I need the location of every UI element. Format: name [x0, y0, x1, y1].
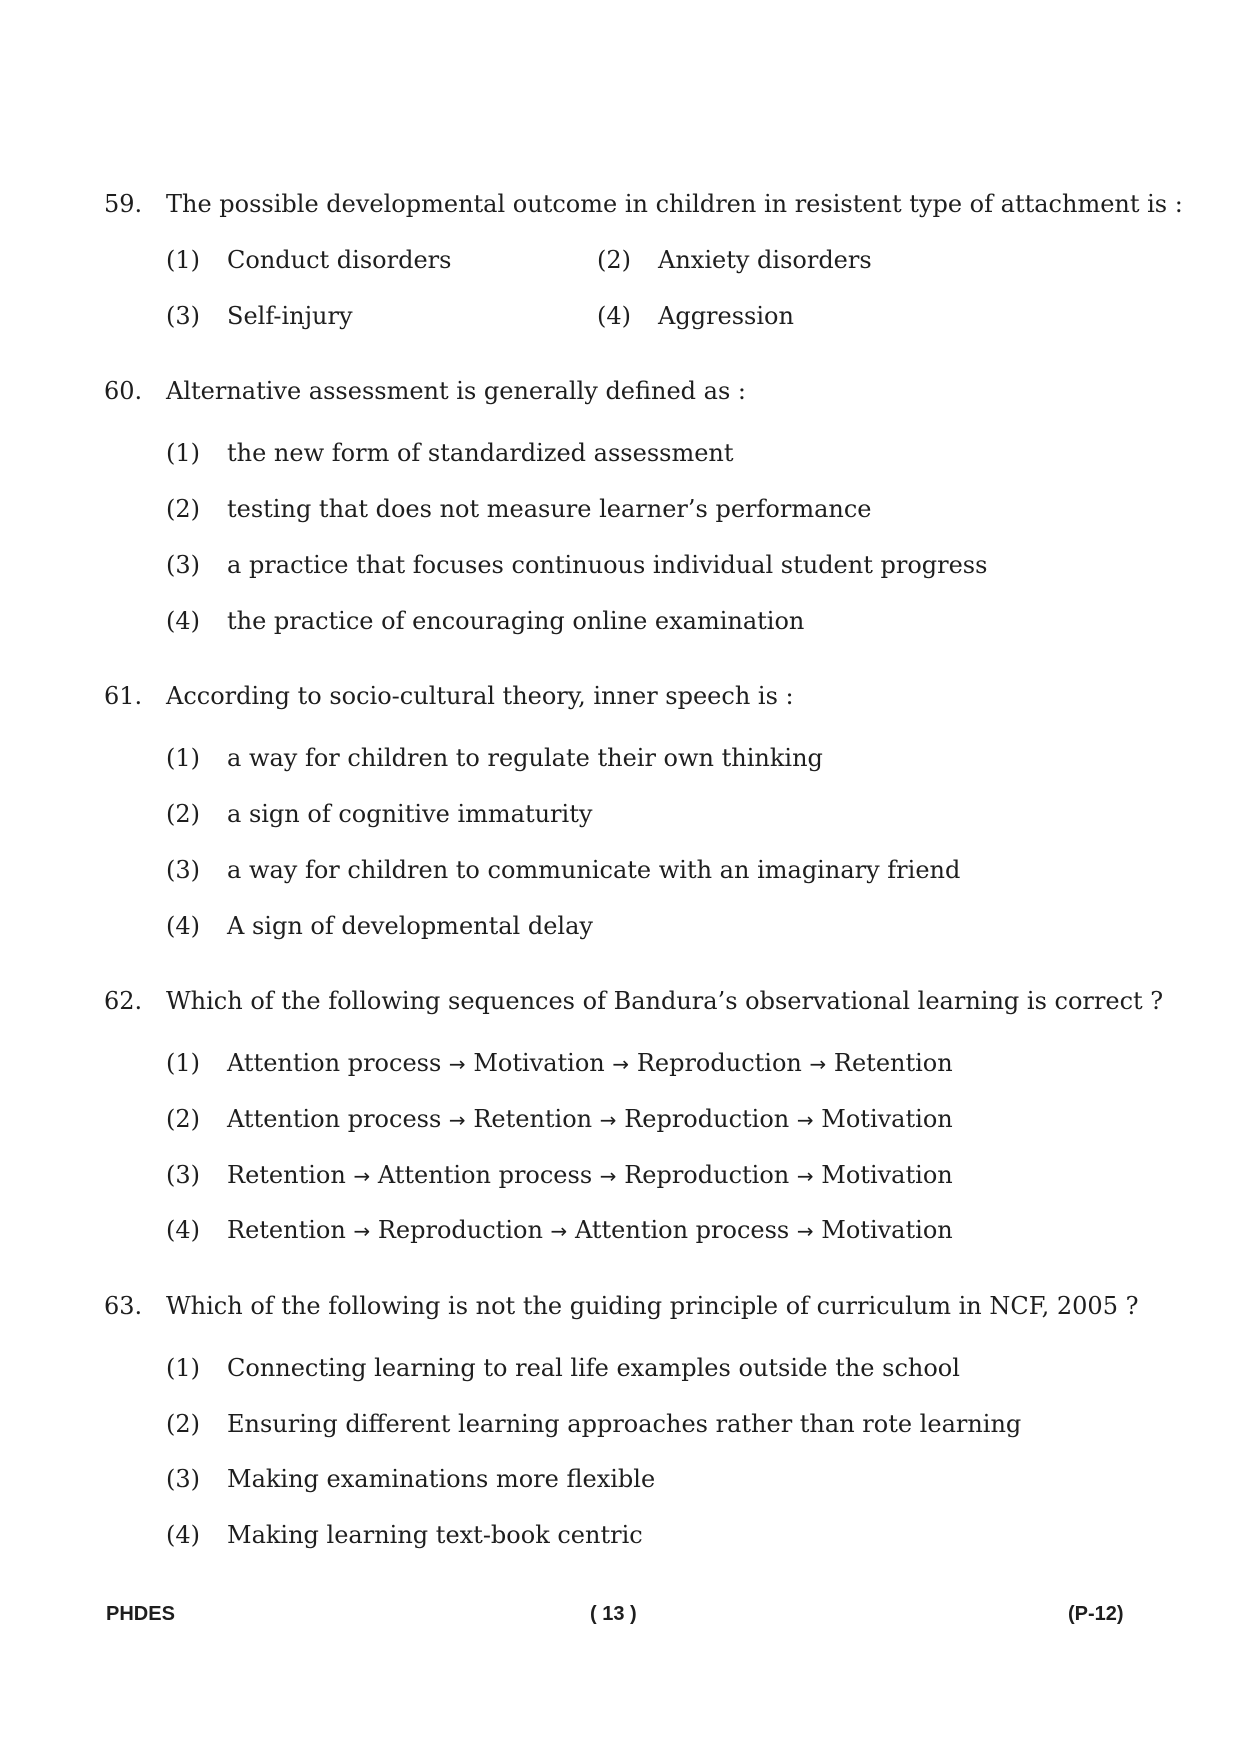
sequence-step: Retention — [227, 1216, 346, 1244]
question-text: According to socio-cultural theory, inner speech is : — [166, 682, 794, 710]
sequence-step: Motivation — [821, 1216, 953, 1244]
right-arrow-icon: → — [809, 1052, 827, 1076]
option-number: (1) — [166, 1049, 200, 1077]
option-number: (1) — [166, 439, 200, 467]
sequence-step: Attention process — [377, 1161, 593, 1189]
option-text: the practice of encouraging online examination — [227, 607, 805, 635]
option-number: (2) — [597, 246, 631, 274]
option-number: (4) — [597, 302, 631, 330]
sequence-step: Retention — [473, 1105, 593, 1133]
question-number: 63. — [104, 1292, 143, 1320]
option-text — [227, 1213, 953, 1248]
option-text: Aggression — [658, 302, 794, 330]
sequence-step: Attention process — [574, 1216, 790, 1244]
sequence-step: Retention — [227, 1161, 346, 1189]
sequence-step: Motivation — [821, 1161, 953, 1189]
option-text: a way for children to communicate with an imaginary friend — [227, 856, 961, 884]
paper-code: (P-12) — [1068, 1603, 1124, 1625]
right-arrow-icon: → — [448, 1108, 466, 1132]
option-number: (3) — [166, 856, 200, 884]
option-number: (1) — [166, 246, 200, 274]
sequence-step: Motivation — [473, 1049, 605, 1077]
option-text — [227, 1102, 953, 1137]
option-text — [227, 1046, 953, 1081]
option-number: (2) — [166, 800, 200, 828]
option-text: a practice that focuses continuous individual student progress — [227, 551, 988, 579]
right-arrow-icon: → — [796, 1108, 814, 1132]
sequence-step: Reproduction — [377, 1216, 543, 1244]
option-number: (2) — [166, 495, 200, 523]
question-number: 59. — [104, 190, 143, 218]
option-number: (1) — [166, 744, 200, 772]
right-arrow-icon: → — [796, 1219, 814, 1243]
option-text: Ensuring different learning approaches rather than rote learning — [227, 1410, 1022, 1438]
option-number: (3) — [166, 1465, 200, 1493]
option-text — [227, 1158, 953, 1193]
option-text: the new form of standardized assessment — [227, 439, 734, 467]
option-text: Anxiety disorders — [658, 246, 872, 274]
question-number: 61. — [104, 682, 143, 710]
right-arrow-icon: → — [599, 1108, 617, 1132]
right-arrow-icon: → — [448, 1052, 466, 1076]
option-text: a sign of cognitive immaturity — [227, 800, 593, 828]
option-text: Making learning text-book centric — [227, 1521, 643, 1549]
option-number: (3) — [166, 1161, 200, 1189]
sequence-step: Attention process — [227, 1105, 442, 1133]
sequence-step: Reproduction — [624, 1105, 790, 1133]
question-text: The possible developmental outcome in children in resistent type of attachment is : — [166, 190, 1183, 218]
sequence-step: Reproduction — [636, 1049, 802, 1077]
footer-code: PHDES — [106, 1603, 175, 1625]
question-text: Which of the following sequences of Bandura’s observational learning is correct ? — [166, 987, 1164, 1015]
right-arrow-icon: → — [353, 1219, 371, 1243]
question-text: Which of the following is not the guiding principle of curriculum in NCF, 2005 ? — [166, 1292, 1139, 1320]
option-number: (1) — [166, 1354, 200, 1382]
option-text: Connecting learning to real life examples outside the school — [227, 1354, 960, 1382]
sequence-step: Motivation — [821, 1105, 953, 1133]
right-arrow-icon: → — [599, 1164, 617, 1188]
option-text: testing that does not measure learner’s performance — [227, 495, 872, 523]
option-text: Self-injury — [227, 302, 353, 330]
right-arrow-icon: → — [796, 1164, 814, 1188]
question-number: 62. — [104, 987, 143, 1015]
page-number: ( 13 ) — [590, 1603, 637, 1625]
option-text: Making examinations more flexible — [227, 1465, 656, 1493]
right-arrow-icon: → — [353, 1164, 371, 1188]
question-number: 60. — [104, 377, 143, 405]
option-number: (4) — [166, 912, 200, 940]
option-number: (4) — [166, 607, 200, 635]
option-number: (2) — [166, 1410, 200, 1438]
sequence-step: Reproduction — [624, 1161, 790, 1189]
option-text: A sign of developmental delay — [227, 912, 593, 940]
option-text: a way for children to regulate their own thinking — [227, 744, 823, 772]
sequence-step: Attention process — [227, 1049, 442, 1077]
question-text: Alternative assessment is generally defined as : — [166, 377, 747, 405]
option-text: Conduct disorders — [227, 246, 452, 274]
option-number: (2) — [166, 1105, 200, 1133]
option-number: (3) — [166, 551, 200, 579]
option-number: (4) — [166, 1521, 200, 1549]
option-number: (3) — [166, 302, 200, 330]
option-number: (4) — [166, 1216, 200, 1244]
sequence-step: Retention — [833, 1049, 953, 1077]
right-arrow-icon: → — [550, 1219, 568, 1243]
right-arrow-icon: → — [612, 1052, 630, 1076]
